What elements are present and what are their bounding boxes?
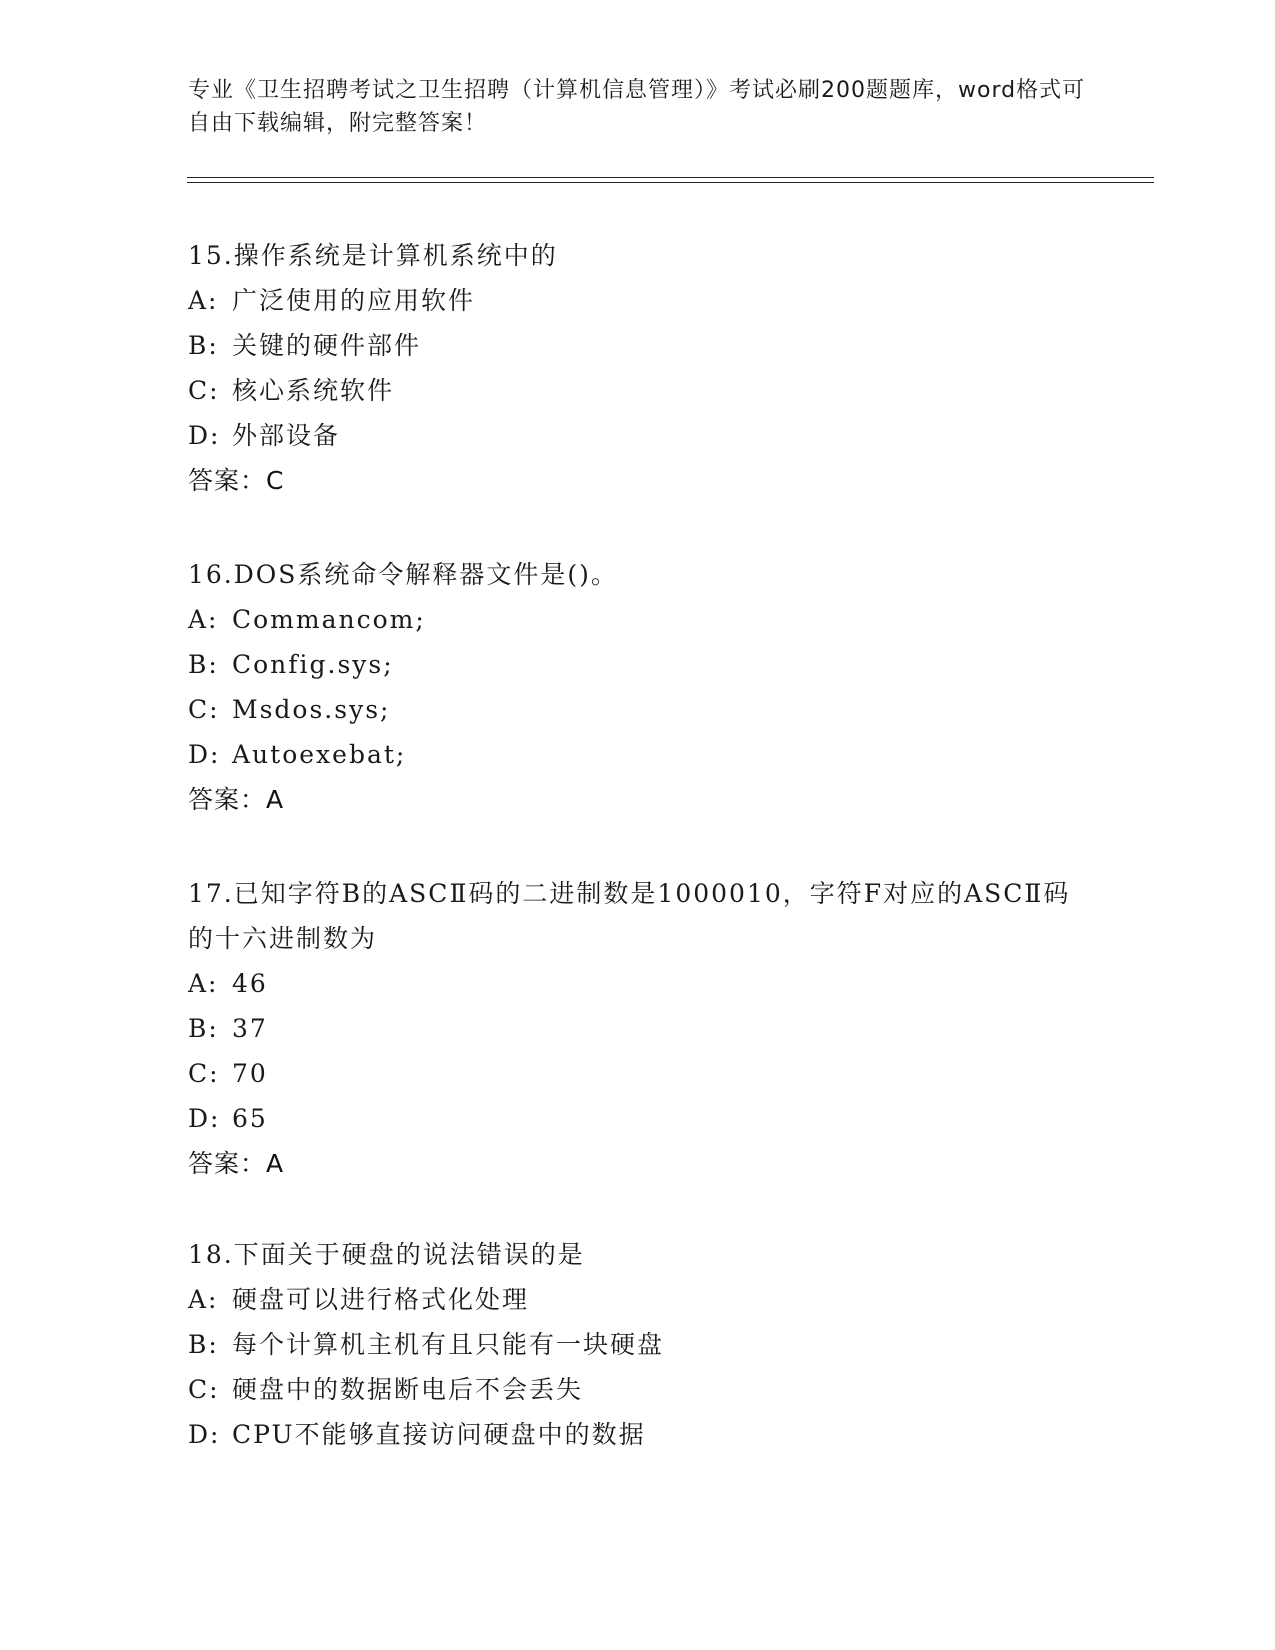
option-a [188, 597, 1088, 642]
option-b [188, 642, 1088, 687]
option-text: 关键的硬件部件 [232, 331, 422, 360]
option-d [188, 1412, 1088, 1457]
option-text: 37 [232, 1014, 268, 1043]
option-d [188, 732, 1088, 777]
option-label: A: [188, 605, 219, 634]
header-divider-bottom [187, 182, 1154, 183]
option-c [188, 1051, 1088, 1096]
option-text: Autoexebat; [232, 740, 407, 769]
option-a [188, 1277, 1088, 1322]
header-divider-top [187, 177, 1154, 178]
answer-line: 答案：C [188, 466, 285, 495]
option-text: Commancom; [232, 605, 426, 634]
option-text: Msdos.sys; [232, 695, 391, 724]
option-text: 外部设备 [232, 421, 341, 450]
option-label: D: [188, 421, 221, 450]
option-label: A: [188, 286, 219, 315]
option-text: 广泛使用的应用软件 [232, 286, 476, 315]
document-header: 专业《卫生招聘考试之卫生招聘（计算机信息管理）》考试必刷200题题库，word格式可自由下载编辑，附完整答案！ [188, 78, 1086, 136]
question-stem: 17.已知字符B的ASCⅡ码的二进制数是1000010，字符F对应的ASCⅡ码的十六进制数为 [188, 879, 1071, 953]
option-text: 70 [232, 1059, 268, 1088]
option-b [188, 323, 1088, 368]
option-c [188, 687, 1088, 732]
option-a [188, 278, 1088, 323]
question-15 [188, 233, 1088, 503]
question-16 [188, 552, 1088, 822]
option-text: 每个计算机主机有且只能有一块硬盘 [232, 1330, 665, 1359]
option-text: 65 [232, 1104, 268, 1133]
question-18 [188, 1232, 1088, 1457]
option-label: B: [188, 331, 219, 360]
option-text: 硬盘中的数据断电后不会丢失 [232, 1375, 584, 1404]
option-label: C: [188, 695, 220, 724]
answer-line: 答案：A [188, 1149, 285, 1178]
option-text: 核心系统软件 [232, 376, 395, 405]
option-label: D: [188, 1104, 221, 1133]
option-b [188, 1322, 1088, 1367]
option-label: B: [188, 650, 219, 679]
option-label: B: [188, 1014, 219, 1043]
option-text: CPU不能够直接访问硬盘中的数据 [232, 1420, 646, 1449]
option-label: A: [188, 969, 219, 998]
option-label: C: [188, 1375, 220, 1404]
option-label: C: [188, 1059, 220, 1088]
option-label: C: [188, 376, 220, 405]
option-label: B: [188, 1330, 219, 1359]
option-c [188, 1367, 1088, 1412]
question-stem: 18.下面关于硬盘的说法错误的是 [188, 1240, 585, 1269]
option-b [188, 1006, 1088, 1051]
option-label: D: [188, 1420, 221, 1449]
question-stem: 15.操作系统是计算机系统中的 [188, 241, 558, 270]
answer-line: 答案：A [188, 785, 285, 814]
option-a [188, 961, 1088, 1006]
question-17 [188, 871, 1088, 1186]
option-label: A: [188, 1285, 219, 1314]
question-stem: 16.DOS系统命令解释器文件是()。 [188, 560, 618, 589]
option-d [188, 1096, 1088, 1141]
option-text: Config.sys; [232, 650, 394, 679]
option-text: 46 [232, 969, 268, 998]
option-d [188, 413, 1088, 458]
option-text: 硬盘可以进行格式化处理 [232, 1285, 530, 1314]
option-label: D: [188, 740, 221, 769]
option-c [188, 368, 1088, 413]
